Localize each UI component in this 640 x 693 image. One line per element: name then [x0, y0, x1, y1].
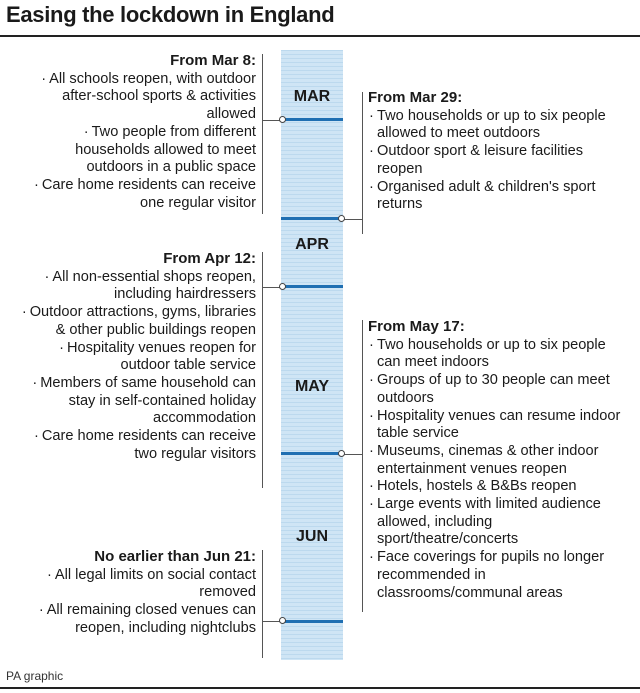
bullet-item: · All schools reopen, with outdoor after-school sports & activities allowed: [20, 71, 256, 124]
bullet-item: · Hotels, hostels & B&Bs reopen: [368, 478, 630, 496]
month-label-apr: APR: [295, 236, 329, 253]
bullet-item: · Two households or up to six people allowed to meet outdoors: [368, 108, 618, 143]
bullet-item: · All legal limits on social contact removed: [20, 567, 256, 602]
marker-dot-apr12: [279, 283, 286, 290]
marker-dot-may17: [338, 450, 345, 457]
bracket-jun21: [262, 550, 263, 658]
section-heading: From Mar 29:: [368, 89, 463, 106]
bullet-item: · Large events with limited audience allowed, including sport/theatre/concerts: [368, 496, 630, 549]
marker-may17: [281, 452, 343, 455]
bullet-item: · Groups of up to 30 people can meet outdoors: [368, 372, 630, 407]
connector-mar29: [342, 219, 362, 220]
bullet-item: · Care home residents can receive two regular visitors: [20, 428, 256, 463]
section-may17: [368, 318, 630, 602]
bullet-item: · Face coverings for pupils no longer recommended in classrooms/communal areas: [368, 549, 630, 602]
section-apr12: [20, 250, 256, 463]
bullet-item: · Hospitality venues can resume indoor table service: [368, 408, 630, 443]
bullet-item: · Members of same household can stay in self-contained holiday accommodation: [20, 375, 256, 428]
month-label-may: MAY: [294, 378, 330, 395]
section-mar8: [20, 52, 256, 212]
section-heading: From May 17:: [368, 318, 465, 335]
marker-jun21: [281, 620, 343, 623]
bracket-may17: [362, 320, 363, 612]
bullet-item: · Organised adult & children's sport returns: [368, 179, 618, 214]
bracket-mar8: [262, 54, 263, 214]
marker-dot-mar29: [338, 215, 345, 222]
bullet-item: · Outdoor sport & leisure facilities reopen: [368, 143, 618, 178]
bullet-item: · Two people from different households allowed to meet outdoors in a public space: [20, 124, 256, 177]
bottom-divider: [0, 687, 640, 689]
marker-mar29: [281, 217, 343, 220]
bullet-item: · Care home residents can receive one regular visitor: [20, 177, 256, 212]
section-heading: From Apr 12:: [163, 250, 256, 267]
section-mar29: [368, 89, 618, 214]
section-heading: No earlier than Jun 21:: [94, 548, 256, 565]
marker-dot-jun21: [279, 617, 286, 624]
connector-may17: [342, 454, 362, 455]
section-heading: From Mar 8:: [170, 52, 256, 69]
bullet-item: · Two households or up to six people can meet indoors: [368, 337, 630, 372]
section-jun21: [20, 548, 256, 638]
bracket-mar29: [362, 92, 363, 234]
bullet-item: · All remaining closed venues can reopen, including nightclubs: [20, 602, 256, 637]
bullet-item: · Outdoor attractions, gyms, libraries & other public buildings reopen: [20, 304, 256, 339]
marker-mar8: [281, 118, 343, 121]
month-label-jun: JUN: [295, 528, 328, 545]
source-credit: PA graphic: [6, 669, 64, 683]
bullet-item: · All non-essential shops reopen, including hairdressers: [20, 269, 256, 304]
bullet-item: · Hospitality venues reopen for outdoor table service: [20, 340, 256, 375]
month-label-mar: MAR: [293, 88, 331, 105]
marker-dot-mar8: [279, 116, 286, 123]
marker-apr12: [281, 285, 343, 288]
page-title: Easing the lockdown in England: [6, 2, 335, 27]
bullet-item: · Museums, cinemas & other indoor entertainment venues reopen: [368, 443, 630, 478]
top-divider: [0, 35, 640, 37]
timeline-bar: [281, 50, 343, 660]
